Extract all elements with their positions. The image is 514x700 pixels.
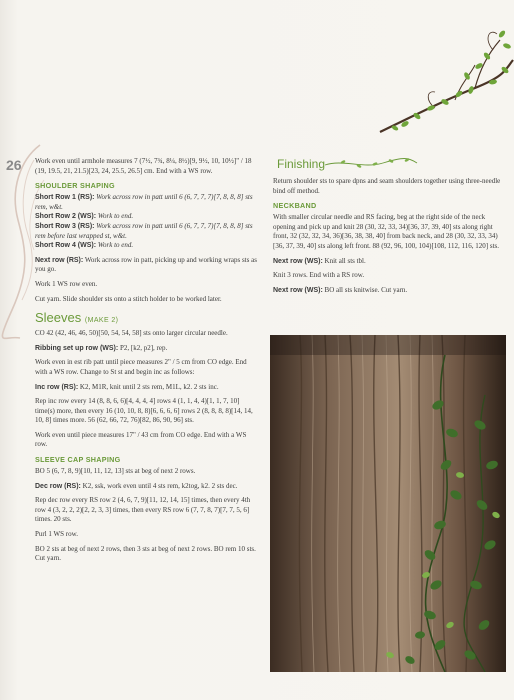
finishing-header bbox=[273, 157, 505, 175]
work-even-rib: Work even in est rib patt until piece measures 2" / 5 cm from CO edge. End with a WS row. Change to St st and begin inc as follows: bbox=[35, 358, 247, 376]
inc-row: Inc row (RS): K2, M1R, knit until 2 sts rem, M1L, k2. 2 sts inc. bbox=[35, 382, 219, 391]
dec-row: Dec row (RS): K2, ssk, work even until 4 sts rem, k2tog, k2. 2 sts dec. bbox=[35, 481, 238, 490]
vine-illustration bbox=[375, 20, 514, 135]
neckband-text: With smaller circular needle and RS facing, beg at the right side of the neck opening and pick up and knit 28 (30, 32, 33, 34)[36, 37, 39, 40] sts along right front, 32 (32, 32, 34, 36)[36, 38, 38, 40] from back neck, and 28 (30, 32, 33, 34)[36, 37, 39, 40] sts along left front. 88 (92, 96, 100, 104)[108, 112, 116, 120] sts. bbox=[273, 213, 499, 250]
work-ws-row: Work 1 WS row even. bbox=[35, 279, 98, 288]
purl-row: Purl 1 WS row. bbox=[35, 530, 78, 539]
tree-trunk-illustration bbox=[270, 335, 506, 672]
finishing-title: Finishing bbox=[277, 157, 326, 171]
rep-inc-row: Rep inc row every 14 (8, 8, 6, 6)[4, 4, 4, 4] rows 4 (1, 1, 4, 4)[1, 1, 7, 10] time(s) more, then every 16 (10, 10, 8, 8)[6, 6, 6, 6] rows 2 (8, 8, 8, 8)[14, 14, 10, 8] times more. 56 (62, 66, 72, 76)[82, 86, 90, 96] sts. bbox=[35, 397, 253, 425]
rep-dec-row: Rep dec row every RS row 2 (4, 6, 7, 9)[11, 12, 14, 15] times, then every 4th row 4 (3, 2, 2, 2)[2, 2, 3, 3] times, then every RS row 6 (7, 7, 8, 7)[7, 7, 5, 6] times. 20 sts. bbox=[35, 496, 251, 524]
armhole-paragraph: Work even until armhole measures 7 (7½, 7¾, 8¼, 8½)[9, 9½, 10, 10½]" / 18 (19, 19.5, 21, 21.5)[23, 24, 25.5, 26.5] cm. End with a WS row. bbox=[35, 157, 252, 175]
bo-5: BO 5 (6, 7, 8, 9)[10, 11, 12, 13] sts at beg of next 2 rows. bbox=[35, 467, 196, 476]
next-row-rs: Next row (RS): Work across row in patt, picking up and working wraps sts as you go. bbox=[35, 255, 257, 274]
sleeve-cap-heading: SLEEVE CAP SHAPING bbox=[35, 455, 121, 465]
sleeves-title: Sleeves (MAKE 2) bbox=[35, 310, 119, 326]
finishing-text: Return shoulder sts to spare dpns and seam shoulders together using three-needle bind off method. bbox=[273, 177, 501, 195]
small-vine-ornament bbox=[323, 153, 419, 173]
left-column bbox=[35, 157, 257, 569]
short-row-4: Short Row 4 (WS): Work to end. bbox=[35, 241, 134, 250]
short-row-1: Short Row 1 (RS): Work across row in patt until 6 (6, 7, 7, 7)[7, 8, 8, 8] sts rem, w&t. bbox=[35, 193, 253, 211]
page-number: 26 bbox=[6, 157, 22, 173]
short-row-2: Short Row 2 (WS): Work to end. bbox=[35, 212, 134, 221]
work-even-until: Work even until piece measures 17" / 43 cm from CO edge. End with a WS row. bbox=[35, 430, 247, 449]
cut-yarn-shoulder: Cut yarn. Slide shoulder sts onto a stitch holder to be worked later. bbox=[35, 294, 222, 303]
next-row-ws-1: Next row (WS): Knit all sts tbl. bbox=[273, 256, 366, 265]
shoulder-shaping-heading: SHOULDER SHAPING bbox=[35, 181, 115, 191]
short-row-3: Short Row 3 (RS): Work across row in patt until 6 (6, 7, 7, 7)[7, 8, 8, 8] sts rem before last wrapped st, w&t. bbox=[35, 221, 253, 240]
bo-2: BO 2 sts at beg of next 2 rows, then 3 sts at beg of next 2 rows. BO rem 10 sts. Cut yarn. bbox=[35, 544, 256, 563]
sleeves-co: CO 42 (42, 46, 46, 50)[50, 54, 54, 58] sts onto larger circular needle. bbox=[35, 329, 228, 338]
knit-3-rows: Knit 3 rows. End with a RS row. bbox=[273, 271, 365, 280]
right-column bbox=[273, 157, 505, 300]
next-row-ws-2: Next row (WS): BO all sts knitwise. Cut yarn. bbox=[273, 285, 408, 294]
ribbing-setup: Ribbing set up row (WS): P2, [k2, p2], rep. bbox=[35, 343, 168, 352]
neckband-heading: NECKBAND bbox=[273, 201, 317, 211]
tree-ivy-photo bbox=[270, 335, 506, 672]
